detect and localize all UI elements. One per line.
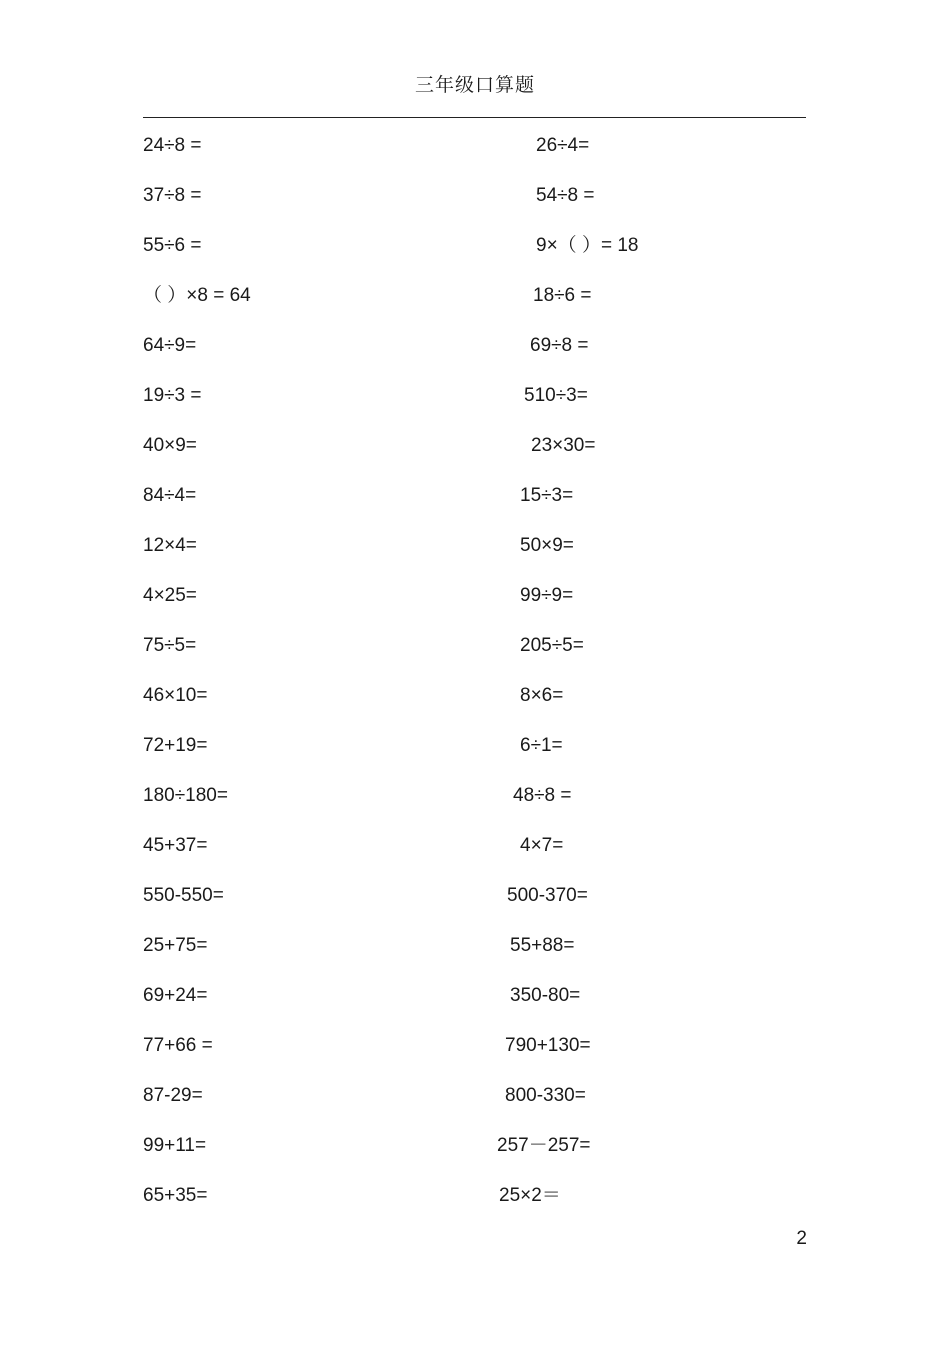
page-number: 2 xyxy=(796,1228,807,1249)
problem-row xyxy=(0,433,950,483)
problem-row xyxy=(0,883,950,933)
problem-row xyxy=(0,183,950,233)
problem-row xyxy=(0,583,950,633)
problem-right: 15÷3= xyxy=(520,485,574,506)
problem-right: 205÷5= xyxy=(520,635,584,656)
problem-row xyxy=(0,1033,950,1083)
problem-right: 23×30= xyxy=(531,435,596,456)
problem-row xyxy=(0,683,950,733)
problem-left: 72+19= xyxy=(143,735,208,756)
problem-row xyxy=(0,933,950,983)
problem-right: 8×6= xyxy=(520,685,564,706)
problem-right: 48÷8 = xyxy=(513,785,572,806)
problem-row xyxy=(0,783,950,833)
problem-left: 69+24= xyxy=(143,985,208,1006)
problem-row xyxy=(0,1083,950,1133)
problem-right: 55+88= xyxy=(510,935,575,956)
problem-row xyxy=(0,333,950,383)
problem-left: 4×25= xyxy=(143,585,197,606)
problem-row xyxy=(0,833,950,883)
problem-left: 46×10= xyxy=(143,685,208,706)
header-divider xyxy=(143,117,806,118)
problem-left: 37÷8 = xyxy=(143,185,202,206)
problem-left: 24÷8 = xyxy=(143,135,202,156)
problem-list xyxy=(0,133,950,1233)
problem-row xyxy=(0,283,950,333)
problem-left: 87-29= xyxy=(143,1085,203,1106)
problem-left: 84÷4= xyxy=(143,485,197,506)
problem-right: 50×9= xyxy=(520,535,574,556)
problem-left: 77+66 = xyxy=(143,1035,213,1056)
problem-right: 25×2＝ xyxy=(499,1185,561,1206)
problem-right: 18÷6 = xyxy=(533,285,592,306)
problem-left: 550-550= xyxy=(143,885,224,906)
problem-right: 6÷1= xyxy=(520,735,563,756)
problem-row xyxy=(0,733,950,783)
problem-right: 26÷4= xyxy=(536,135,590,156)
problem-left: 75÷5= xyxy=(143,635,197,656)
problem-left: 180÷180= xyxy=(143,785,228,806)
page-title: 三年级口算题 xyxy=(414,74,535,96)
problem-left: 25+75= xyxy=(143,935,208,956)
problem-left: （ ）×8 = 64 xyxy=(143,285,251,306)
problem-row xyxy=(0,383,950,433)
problem-right: 257－257= xyxy=(497,1135,591,1156)
problem-row xyxy=(0,1183,950,1233)
problem-right: 4×7= xyxy=(520,835,564,856)
problem-row xyxy=(0,133,950,183)
problem-row xyxy=(0,1133,950,1183)
problem-right: 800-330= xyxy=(505,1085,586,1106)
problem-left: 55÷6 = xyxy=(143,235,202,256)
problem-left: 64÷9= xyxy=(143,335,197,356)
problem-right: 510÷3= xyxy=(524,385,588,406)
problem-row xyxy=(0,983,950,1033)
problem-left: 45+37= xyxy=(143,835,208,856)
problem-right: 9×（ ）= 18 xyxy=(536,235,639,256)
problem-right: 350-80= xyxy=(510,985,581,1006)
problem-row xyxy=(0,233,950,283)
problem-left: 19÷3 = xyxy=(143,385,202,406)
problem-left: 40×9= xyxy=(143,435,197,456)
problem-left: 65+35= xyxy=(143,1185,208,1206)
problem-left: 99+11= xyxy=(143,1135,207,1156)
problem-right: 790+130= xyxy=(505,1035,591,1056)
problem-right: 500-370= xyxy=(507,885,588,906)
problem-right: 69÷8 = xyxy=(530,335,589,356)
problem-right: 54÷8 = xyxy=(536,185,595,206)
problem-left: 12×4= xyxy=(143,535,197,556)
problem-row xyxy=(0,633,950,683)
problem-right: 99÷9= xyxy=(520,585,574,606)
problem-row xyxy=(0,483,950,533)
problem-row xyxy=(0,533,950,583)
